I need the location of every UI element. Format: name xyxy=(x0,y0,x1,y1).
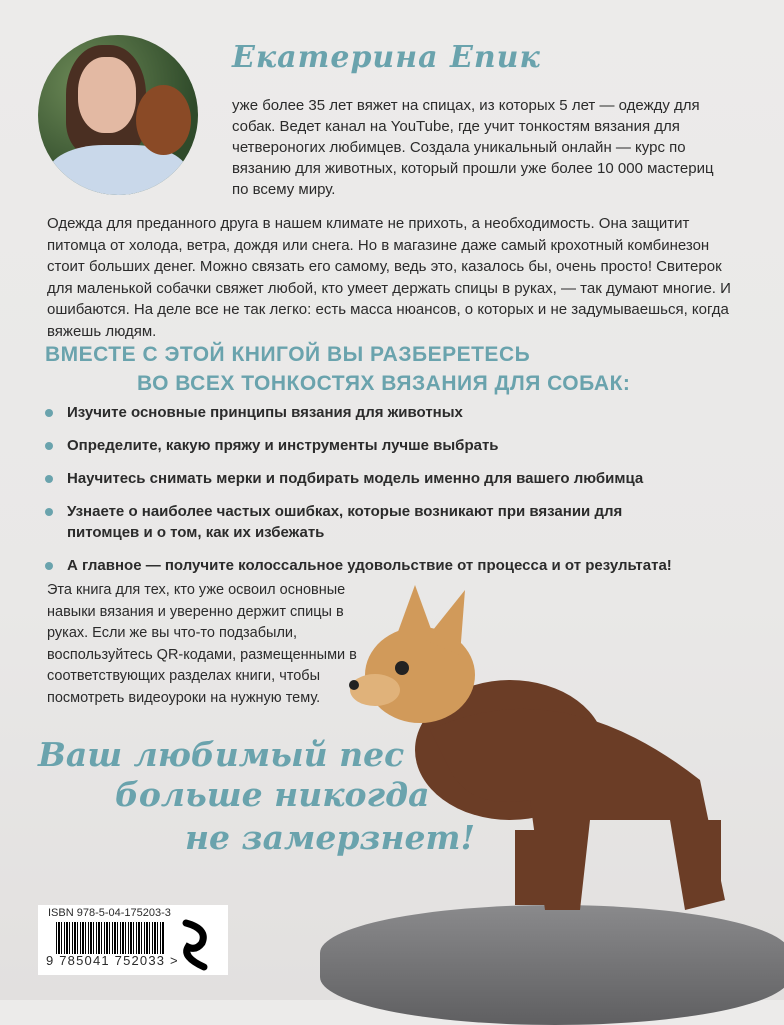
outro-text: Эта книга для тех, кто уже освоил основные навыки вязания и уверенно держит спицы в руках. Если же вы что-то подзабыли, воспользуйтесь QR-кодами, размещенными в соответствующих разделах книги, чтобы посмотреть видеоуроки на нужную тему. xyxy=(47,582,357,706)
isbn-text: ISBN 978-5-04-175203-3 xyxy=(48,907,171,919)
author-name: Екатерина Епик xyxy=(232,40,541,75)
intro-text: Одежда для преданного друга в нашем климате не прихоть, а необходимость. Она защитит питомца от холода, ветра, дождя или снега. Но в магазине даже самый крохотный комбинезон стоит больших денег. Можно связать его самому, ведь это, казалось бы, очень просто! Свитерок для маленькой собачки свяжет любой, кто умеет держать спицы в руках, — так думают многие. И ошибаются. На деле все не так легко: есть масса нюансов, о которых и не задумываешься, когда вяжешь людям. xyxy=(47,215,731,340)
list-item: Узнаете о наиболее частых ошибках, которые возникают при вязании для питомцев и о том, как их избежать xyxy=(45,501,645,543)
author-bio: уже более 35 лет вяжет на спицах, из которых 5 лет — одежду для собак. Ведет канал на YouTube, где учит тонкостям вязания для четвероногих любимцев. Создала уникальный онлайн — курс по вязанию для животных, который прошли уже более 10 000 мастериц по всему миру. xyxy=(232,97,714,198)
list-item: Изучите основные принципы вязания для животных xyxy=(45,402,745,423)
bullet-icon xyxy=(45,442,53,450)
list-item: А главное — получите колоссальное удовольствие от процесса и от результата! xyxy=(45,555,745,576)
list-item: Научитесь снимать мерки и подбирать модель именно для вашего любимца xyxy=(45,468,745,489)
list-item: Определите, какую пряжу и инструменты лучше выбрать xyxy=(45,435,745,456)
bullet-icon xyxy=(45,508,53,516)
barcode-icon xyxy=(56,922,164,954)
heading-line-2: ВО ВСЕХ ТОНКОСТЯХ ВЯЗАНИЯ ДЛЯ СОБАК: xyxy=(137,372,631,395)
author-photo xyxy=(38,35,198,195)
bullet-icon xyxy=(45,475,53,483)
bullet-icon xyxy=(45,562,53,570)
barcode-digits: 9 785041 752033 > xyxy=(46,953,179,968)
bullet-icon xyxy=(45,409,53,417)
slogan-line-3: не замерзнет! xyxy=(185,818,475,857)
heading-line-1: ВМЕСТЕ С ЭТОЙ КНИГОЙ ВЫ РАЗБЕРЕТЕСЬ xyxy=(45,343,531,366)
benefits-list xyxy=(45,402,745,588)
publisher-logo-icon xyxy=(178,917,214,983)
slogan-line-2: больше никогда xyxy=(115,775,430,814)
slogan-line-1: Ваш любимый пес xyxy=(38,735,405,774)
